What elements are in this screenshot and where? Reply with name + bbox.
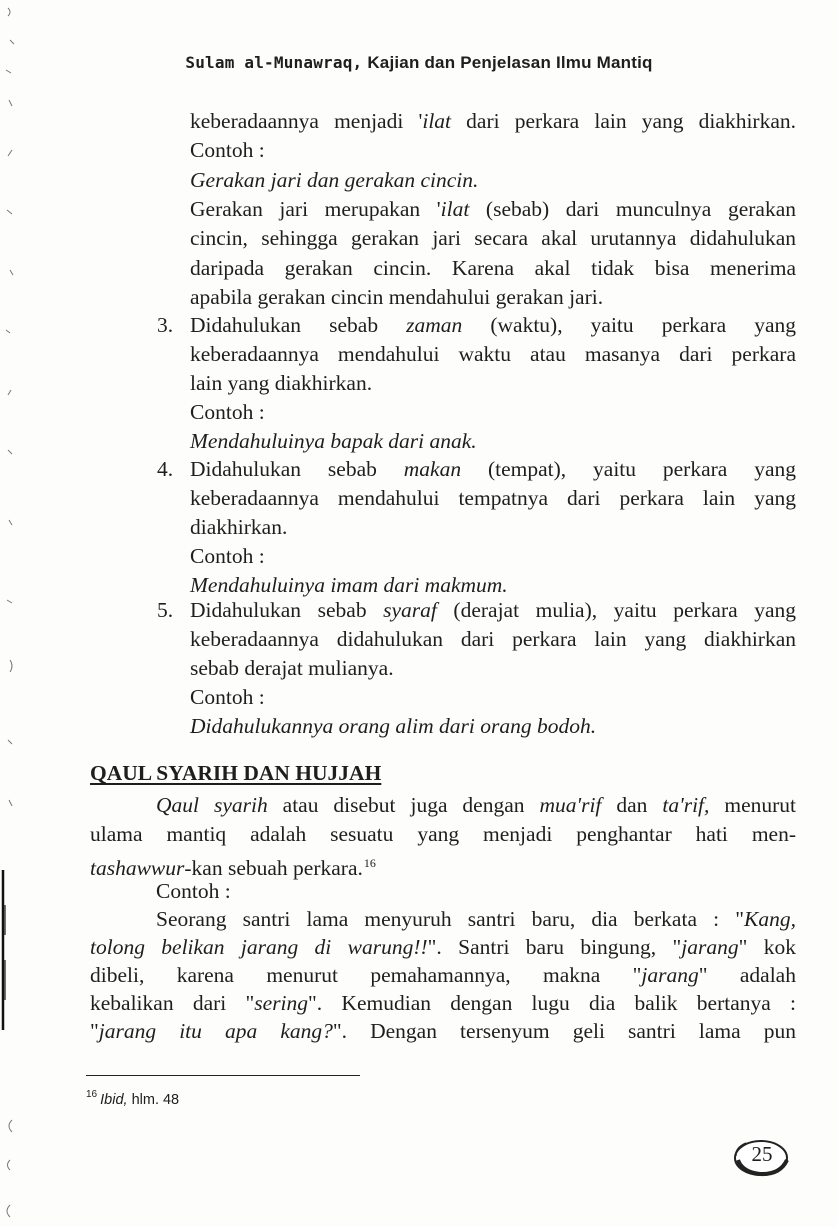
list-number: 3. <box>157 313 174 337</box>
text-line: Didahulukan sebab zaman (waktu), yaitu perkara yang <box>190 313 797 337</box>
text-line: lain yang diakhirkan. <box>190 371 373 395</box>
text-line: apabila gerakan cincin mendahului gerakan jari. <box>190 285 604 309</box>
footnote-source: Ibid, <box>100 1092 128 1108</box>
scan-edge-marks <box>0 0 26 1227</box>
text-line: sebab derajat mulianya. <box>190 656 394 680</box>
footnote-ref: 16 <box>363 856 376 870</box>
text-line: keberadaannya mendahului waktu atau masanya dari perkara <box>190 342 796 366</box>
text-line: tolong belikan jarang di warung!!". Santri baru bingung, "jarang" kok <box>90 935 796 959</box>
list-number: 5. <box>157 598 174 622</box>
text-line: Seorang santri lama menyuruh santri baru, dia berkata : "Kang, <box>156 907 796 931</box>
text-line: keberadaannya mendahului tempatnya dari perkara lain yang <box>190 486 796 510</box>
page-number: 25 <box>751 1142 773 1166</box>
footnote-rule <box>86 1075 360 1076</box>
text-line: ulama mantiq adalah sesuatu yang menjadi penghantar hati men- <box>90 822 796 846</box>
text-line: kebalikan dari "sering". Kemudian dengan lugu dia balik bertanya : <box>90 991 797 1015</box>
text-line: dibeli, karena menurut pemahamannya, makna "jarang" adalah <box>90 963 796 987</box>
text-line: tashawwur-kan sebuah perkara.$^{16}$ <box>90 856 376 880</box>
text-line: keberadaannya didahulukan dari perkara lain yang diakhirkan <box>190 627 796 651</box>
contoh-label: Contoh : <box>190 685 265 709</box>
section-heading: QAUL SYARIH DAN HUJJAH <box>90 761 382 785</box>
text-line: "jarang itu apa kang?". Dengan tersenyum geli santri lama pun <box>90 1019 796 1043</box>
header-title-mono: Sulam al-Munawraq, <box>185 53 363 72</box>
contoh-label: Contoh : <box>190 544 265 568</box>
example-text: Mendahuluinya bapak dari anak. <box>190 429 477 453</box>
footnote-page: hlm. 48 <box>127 1092 180 1108</box>
text-line: Gerakan jari merupakan 'ilat (sebab) dari munculnya gerakan <box>190 197 796 221</box>
example-text: Didahulukannya orang alim dari orang bodoh. <box>190 714 597 738</box>
header-title-rest: Kajian dan Penjelasan Ilmu Mantiq <box>367 53 653 72</box>
example-text: Mendahuluinya imam dari makmum. <box>190 573 508 597</box>
text-line: daripada gerakan cincin. Karena akal tidak bisa menerima <box>190 256 796 280</box>
footnote <box>86 1084 179 1111</box>
footnote-number: 16 <box>86 1089 98 1100</box>
contoh-label: Contoh : <box>156 879 231 903</box>
text-line: Qaul syarih atau disebut juga dengan mua'rif dan ta'rif, menurut <box>156 793 796 817</box>
contoh-label: Contoh : <box>190 400 265 424</box>
text-line: Didahulukan sebab syaraf (derajat mulia), yaitu perkara yang <box>190 598 797 622</box>
contoh-label: Contoh : <box>190 138 265 162</box>
running-header <box>0 53 838 73</box>
text-line: cincin, sehingga gerakan jari secara akal urutannya didahulukan <box>190 226 796 250</box>
list-number: 4. <box>157 457 174 481</box>
text-line: keberadaannya menjadi 'ilat dari perkara lain yang diakhirkan. <box>190 109 797 133</box>
text-line: diakhirkan. <box>190 515 288 539</box>
example-text: Gerakan jari dan gerakan cincin. <box>190 168 479 192</box>
text-line: Didahulukan sebab makan (tempat), yaitu perkara yang <box>190 457 797 481</box>
